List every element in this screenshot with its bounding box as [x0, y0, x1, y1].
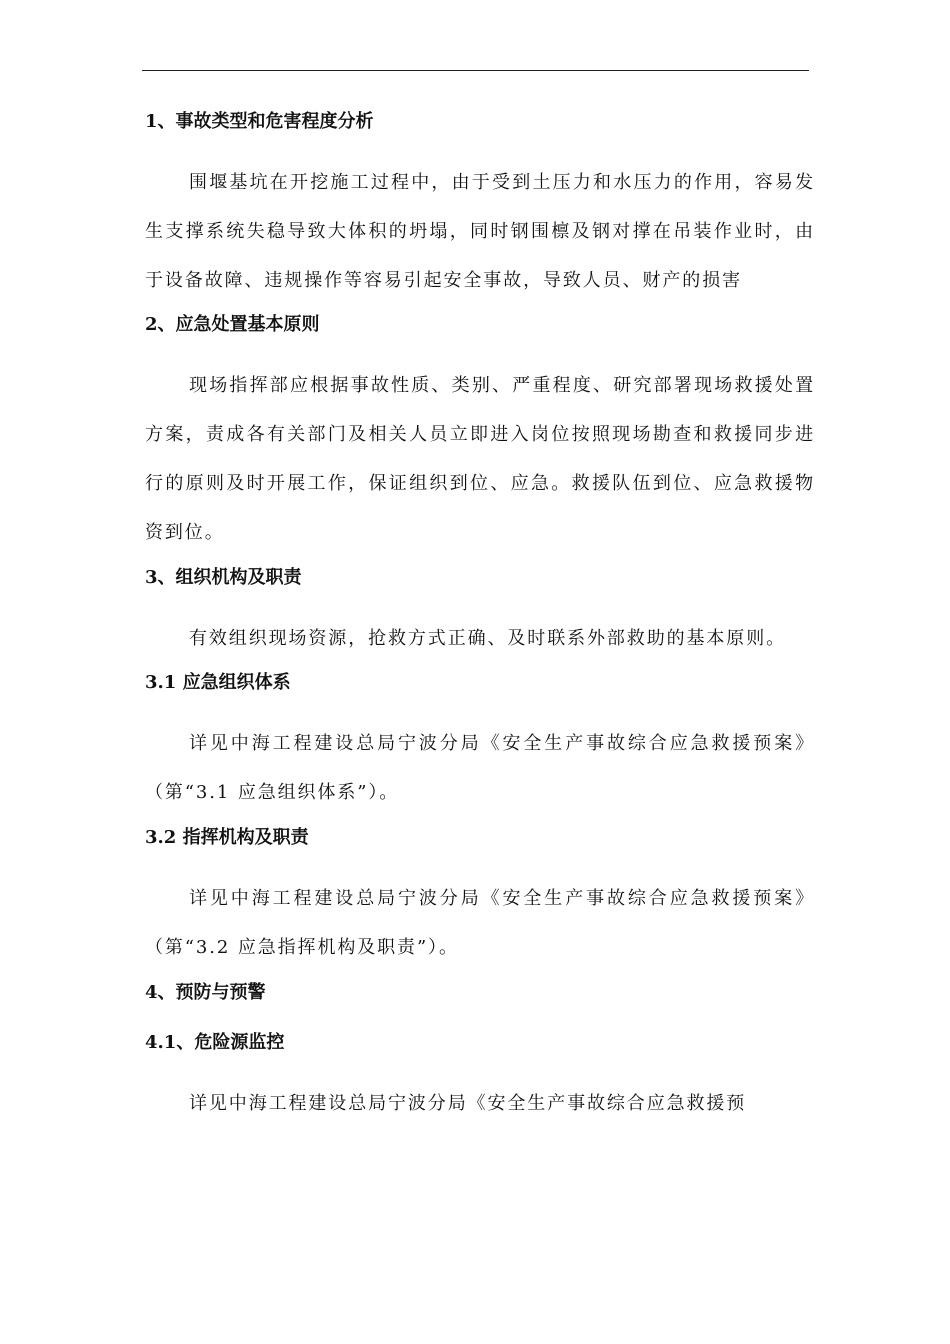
section-heading-emergency-principles: 2、应急处置基本原则 [145, 314, 320, 336]
paragraph-emergency-principles: 现场指挥部应根据事故性质、类别、严重程度、研究部署现场救援处置方案，责成各有关部门及相关人员立即进入岗位按照现场勘查和救援同步进行的原则及时开展工作，保证组织到位、应急。救援队伍到位、应急救援物资到位。 [145, 375, 815, 543]
paragraph-hazard-monitoring: 详见中海工程建设总局宁波分局《安全生产事故综合应急救援预 [189, 1092, 747, 1114]
paragraph-accident-types: 围堰基坑在开挖施工过程中，由于受到土压力和水压力的作用，容易发生支撑系统失稳导致大体积的坍塌，同时钢围檩及钢对撑在吊装作业时，由于设备故障、违规操作等容易引起安全事故，导致人员、财产的损害 [145, 172, 815, 291]
subsection-heading-hazard-monitoring: 4.1、危险源监控 [145, 1031, 285, 1053]
paragraph-organization: 有效组织现场资源，抢救方式正确、及时联系外部救助的基本原则。 [189, 627, 786, 649]
section-heading-organization: 3、组织机构及职责 [145, 566, 302, 588]
section-heading-prevention-warning: 4、预防与预警 [145, 981, 266, 1003]
paragraph-command-structure: 详见中海工程建设总局宁波分局《安全生产事故综合应急救援预案》（第“3.2 应急指挥机构及职责”）。 [145, 887, 815, 958]
paragraph-emergency-system: 详见中海工程建设总局宁波分局《安全生产事故综合应急救援预案》（第“3.1 应急组织体系”）。 [145, 733, 815, 804]
subsection-heading-emergency-system: 3.1 应急组织体系 [145, 672, 291, 694]
subsection-heading-command-structure: 3.2 指挥机构及职责 [145, 826, 309, 848]
header-rule [142, 70, 809, 71]
document-body [145, 104, 815, 1128]
section-heading-accident-types: 1、事故类型和危害程度分析 [145, 111, 374, 132]
